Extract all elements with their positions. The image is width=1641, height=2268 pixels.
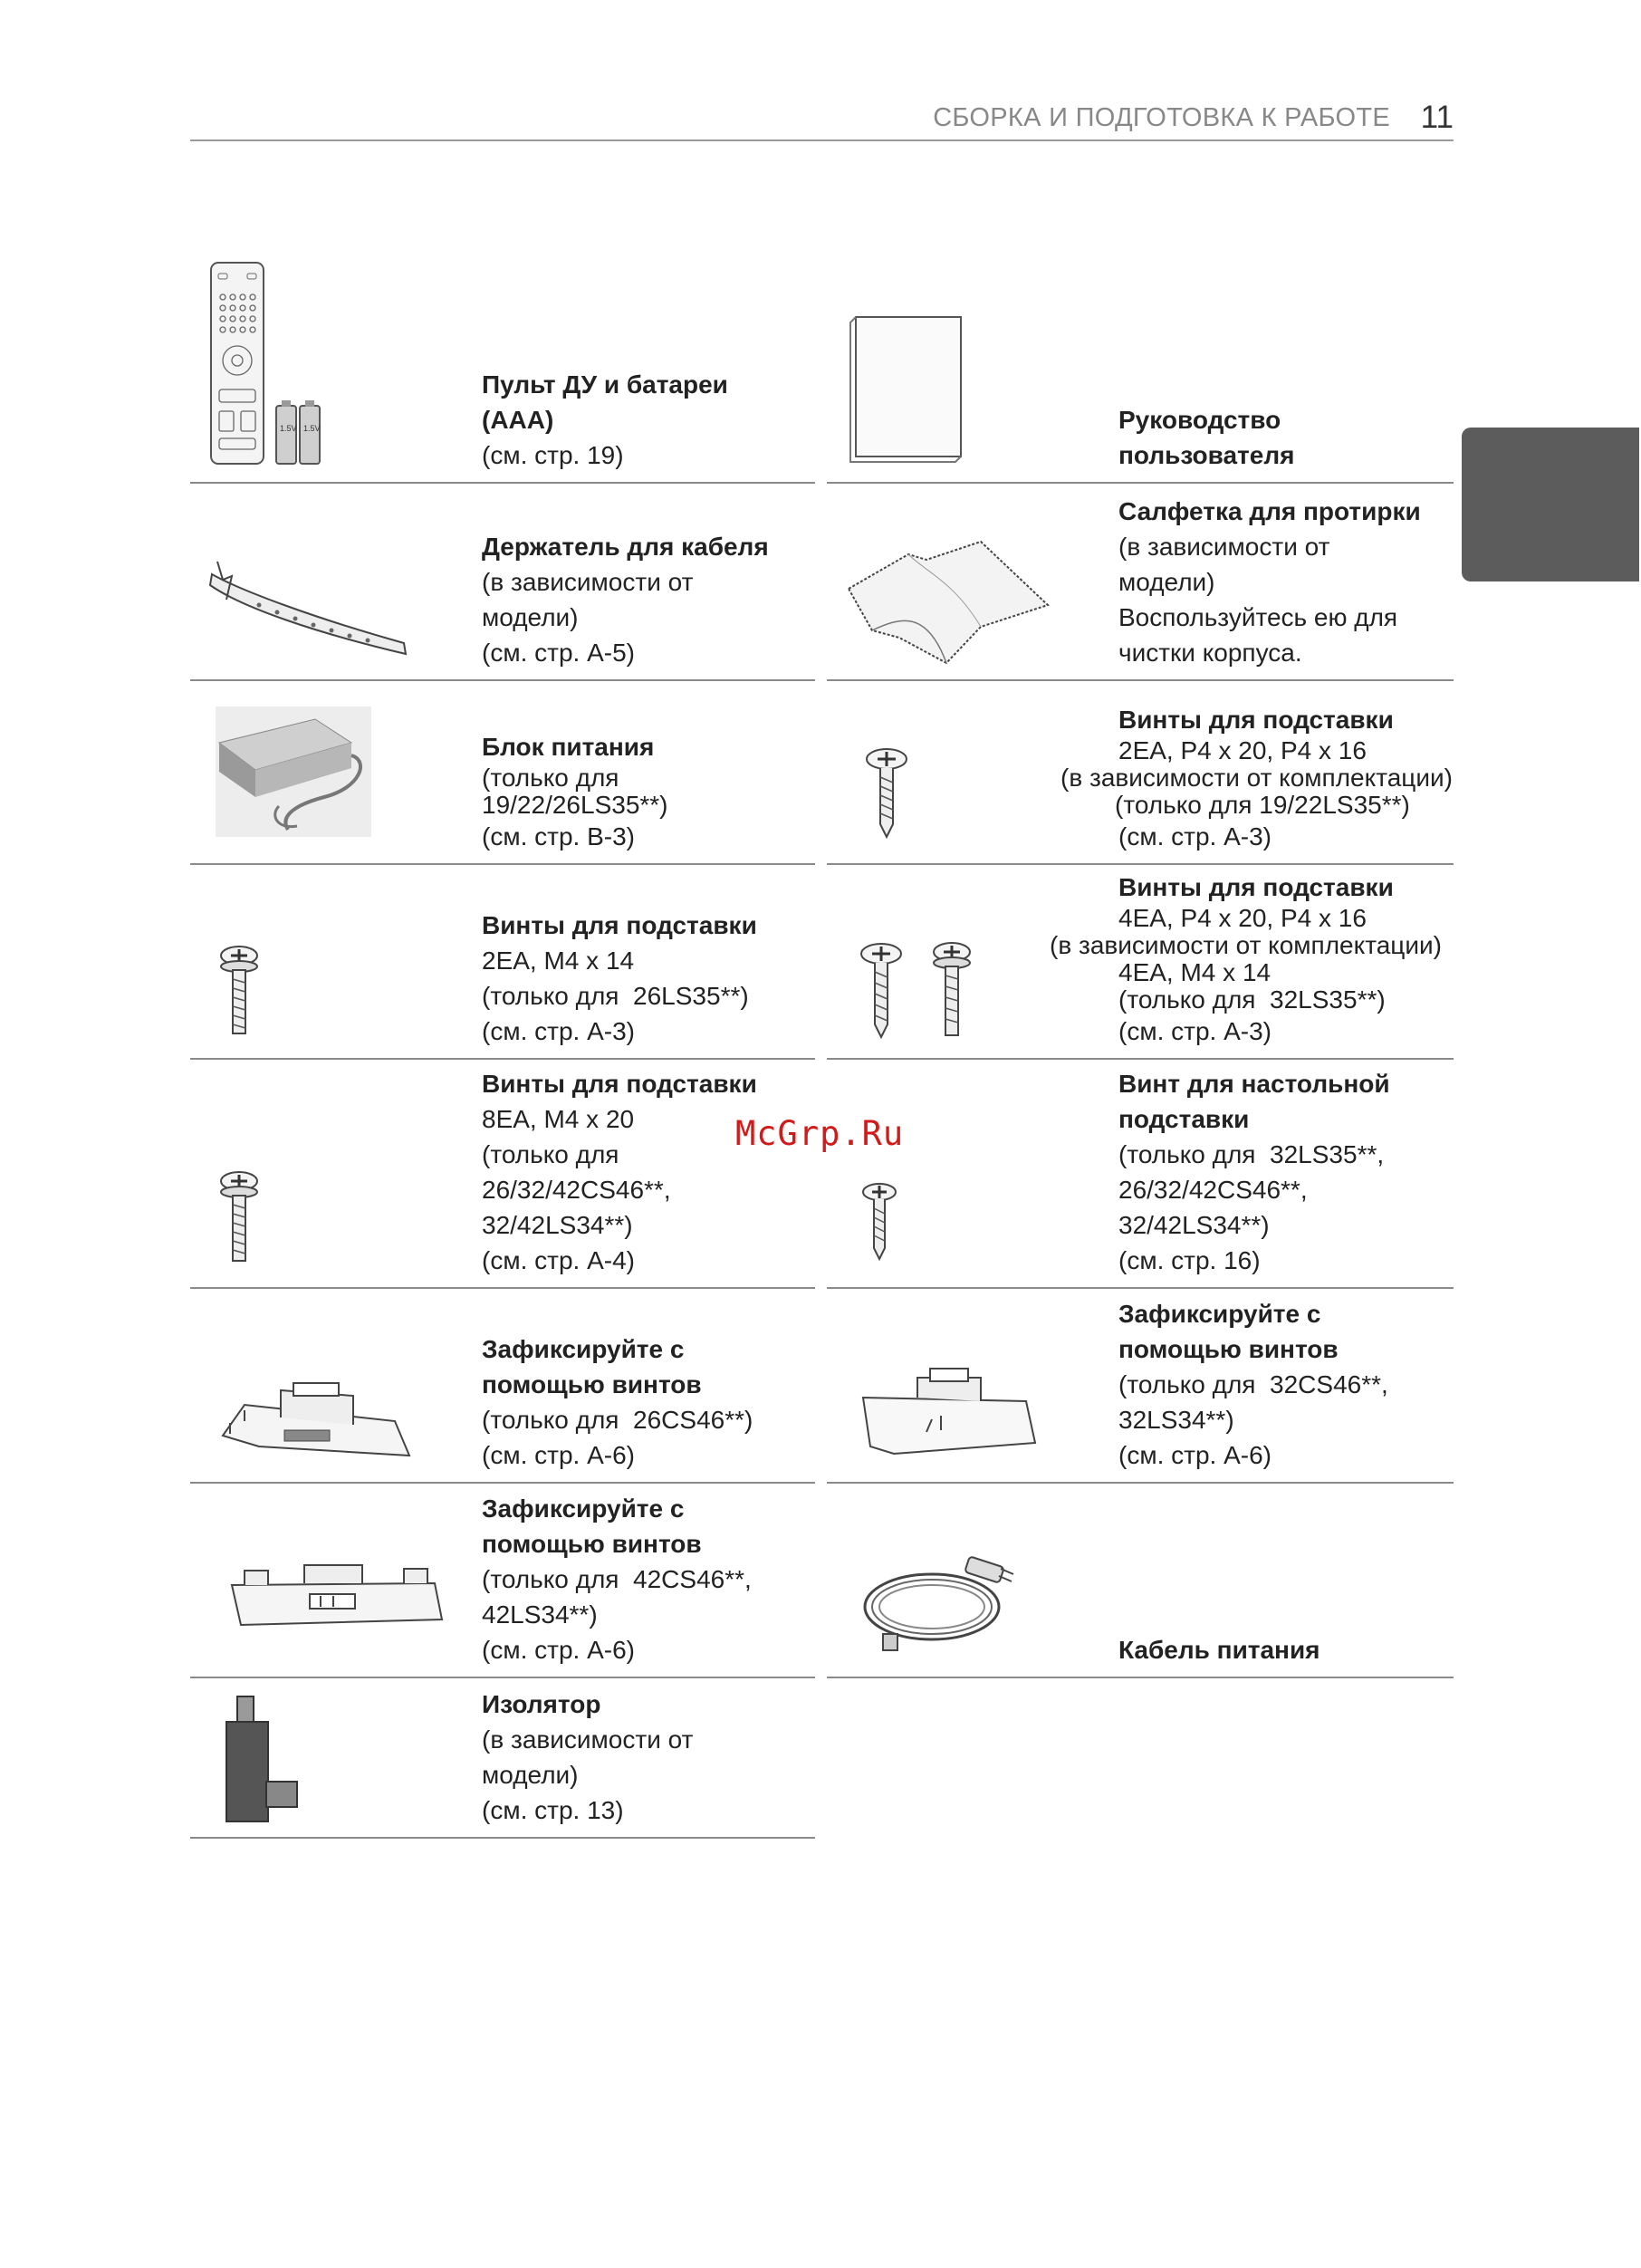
item-title: Зафиксируйте с (482, 1335, 685, 1363)
machine-screw-icon (212, 945, 266, 1044)
item-stand-screws-8ea-text (482, 1066, 815, 1278)
machine-screw-icon (212, 1170, 266, 1270)
item-title: Руководство (1118, 406, 1281, 434)
item-title: Винты для подставки (482, 1070, 757, 1098)
item-note: (только для 26LS35**) (482, 982, 749, 1010)
bracket-icon (226, 1538, 444, 1638)
item-note: (в зависимости от (1118, 533, 1330, 561)
item-desk-screw (827, 1058, 1454, 1289)
item-note-4: чистки корпуса. (1118, 639, 1302, 667)
item-power-cable-text (1118, 1632, 1454, 1667)
bracket-illustration (190, 1287, 462, 1482)
item-title: Зафиксируйте с (1118, 1300, 1321, 1328)
item-stand-screws-m4x14 (190, 863, 815, 1060)
screw-illustration (827, 679, 1099, 863)
item-title: Пульт ДУ и батареи (482, 370, 728, 399)
item-title: Держатель для кабеля (482, 533, 769, 561)
item-manual (827, 254, 1454, 484)
item-stand-screws-8ea (190, 1058, 815, 1289)
isolator-icon (214, 1693, 304, 1829)
item-remote (190, 254, 815, 484)
item-fix-42 (190, 1482, 815, 1678)
page-reference: (см. стр. A-3) (1118, 1017, 1272, 1045)
page-reference: (см. стр. B-3) (482, 822, 635, 850)
cloth-icon (845, 536, 1053, 672)
power-adapter-illustration (190, 679, 462, 863)
page-reference: (см. стр. A-6) (482, 1441, 635, 1469)
item-note-2: 26/32/42CS46**, (1118, 1176, 1308, 1204)
item-desk-screw-text (1118, 1066, 1454, 1278)
page-reference: (см. стр. A-4) (482, 1246, 635, 1274)
item-note: (только для 32LS35**, (1118, 1140, 1385, 1168)
item-title: Винты для подставки (1118, 873, 1394, 901)
item-note-2: (только для 19/22LS35**) (1115, 791, 1410, 819)
item-note: (только для 42CS46**, (482, 1565, 752, 1593)
item-note-2: 42LS34**) (482, 1600, 598, 1629)
item-stand-screws-4ea-text (1050, 870, 1454, 1049)
watermark: McGrp.Ru (735, 1114, 905, 1153)
item-note: (только для 32CS46**, (1118, 1370, 1388, 1398)
power-cable-illustration (827, 1482, 1099, 1677)
screw-pair-illustration (827, 863, 1099, 1058)
page-reference: (см. стр. 19) (482, 441, 624, 469)
battery-label-2: 1.5V (303, 424, 321, 433)
page-reference: (см. стр. 16) (1118, 1246, 1261, 1274)
power-adapter-icon (216, 706, 379, 842)
item-stand-screws-m4x14-text (482, 908, 815, 1049)
page-number: 11 (1420, 100, 1454, 135)
item-title: Зафиксируйте с (482, 1494, 685, 1523)
item-power-adapter-text (482, 729, 815, 854)
item-isolator (190, 1677, 815, 1839)
item-note: (в зависимости от комплектации) (1050, 931, 1442, 959)
page-reference: (см. стр. A-6) (1118, 1441, 1272, 1469)
cable-holder-icon (205, 554, 422, 663)
isolator-illustration (190, 1677, 462, 1837)
item-note-2: модели) (482, 603, 579, 631)
item-note-2: модели) (482, 1761, 579, 1789)
cloth-illustration (827, 482, 1099, 679)
page-reference: (см. стр. A-6) (482, 1636, 635, 1664)
item-fix-32 (827, 1287, 1454, 1484)
item-stand-screws-4ea (827, 863, 1454, 1060)
manual-illustration (827, 254, 1099, 482)
screw-icon (859, 746, 914, 846)
item-title-2: пользователя (1118, 441, 1295, 469)
item-title-2: помощью винтов (482, 1530, 702, 1558)
page-reference: (см. стр. 13) (482, 1796, 624, 1824)
item-title: Винты для подставки (1118, 706, 1394, 734)
item-note: (в зависимости от (482, 568, 694, 596)
item-note-3: 32/42LS34**) (1118, 1211, 1270, 1239)
bracket-illustration (827, 1287, 1099, 1482)
bracket-illustration (190, 1482, 462, 1677)
screw-icon (852, 1181, 907, 1281)
screw-illustration (190, 1058, 462, 1287)
remote-icon (208, 261, 371, 478)
item-note-3: Воспользуйтесь ею для (1118, 603, 1398, 631)
chapter-tab (1462, 428, 1639, 581)
item-title: Изолятор (482, 1690, 601, 1718)
item-stand-screws-p4 (827, 679, 1454, 865)
item-title: Кабель питания (1118, 1636, 1320, 1664)
screw-pair-icon (854, 941, 981, 1050)
item-spec-2: 4EA, M4 x 14 (1118, 958, 1272, 986)
remote-illustration (190, 254, 462, 482)
item-fix-32-text (1118, 1296, 1454, 1473)
item-title-2: (AAA) (482, 406, 554, 434)
item-note: (в зависимости от (482, 1725, 694, 1754)
item-isolator-text (482, 1687, 815, 1828)
item-title-2: помощью винтов (1118, 1335, 1339, 1363)
item-title-2: помощью винтов (482, 1370, 702, 1398)
item-cloth (827, 482, 1454, 681)
section-title: СБОРКА И ПОДГОТОВКА К РАБОТЕ (933, 103, 1390, 132)
item-spec: 2EA, P4 x 20, P4 x 16 (1118, 736, 1367, 764)
item-cable-holder-text (482, 529, 815, 670)
page-reference: (см. стр. A-3) (482, 1017, 635, 1045)
item-note: (только для 26CS46**) (482, 1406, 753, 1434)
page-reference: (см. стр. A-5) (482, 639, 635, 667)
item-spec: 8EA, M4 x 20 (482, 1105, 635, 1133)
item-title-2: подставки (1118, 1105, 1250, 1133)
screw-illustration (190, 863, 462, 1058)
item-note-2: (только для 32LS35**) (1118, 985, 1386, 1014)
item-note-2: модели) (1118, 568, 1215, 596)
item-power-cable (827, 1482, 1454, 1678)
item-note-2: 19/22/26LS35**) (482, 791, 668, 819)
item-spec: 2EA, M4 x 14 (482, 947, 635, 975)
item-note: (только для (482, 764, 619, 792)
battery-label: 1.5V (280, 424, 297, 433)
power-cable-icon (859, 1547, 1032, 1656)
item-power-adapter (190, 679, 815, 865)
bracket-icon (854, 1356, 1044, 1465)
screw-illustration (827, 1058, 1099, 1287)
item-fix-42-text (482, 1491, 815, 1667)
item-title: Винт для настольной (1118, 1070, 1390, 1098)
item-remote-text (482, 367, 815, 473)
item-note-3: 32/42LS34**) (482, 1211, 633, 1239)
item-note-2: 26/32/42CS46**, (482, 1176, 671, 1204)
cable-holder-illustration (190, 482, 462, 679)
item-fix-26 (190, 1287, 815, 1484)
item-note: (только для (482, 1140, 619, 1168)
item-cloth-text (1118, 494, 1454, 670)
item-spec: 4EA, P4 x 20, P4 x 16 (1118, 904, 1367, 932)
manual-icon (847, 312, 974, 466)
item-title: Блок питания (482, 733, 655, 761)
item-note: (в зависимости от комплектации) (1060, 764, 1453, 792)
page-header (190, 98, 1454, 141)
item-note-2: 32LS34**) (1118, 1406, 1234, 1434)
item-fix-26-text (482, 1331, 815, 1473)
item-title: Винты для подставки (482, 911, 757, 939)
item-stand-screws-p4-text (1060, 702, 1454, 854)
page-reference: (см. стр. A-3) (1118, 822, 1272, 850)
bracket-icon (217, 1369, 417, 1468)
item-cable-holder (190, 482, 815, 681)
item-manual-text (1118, 402, 1454, 473)
item-title: Салфетка для протирки (1118, 497, 1421, 525)
